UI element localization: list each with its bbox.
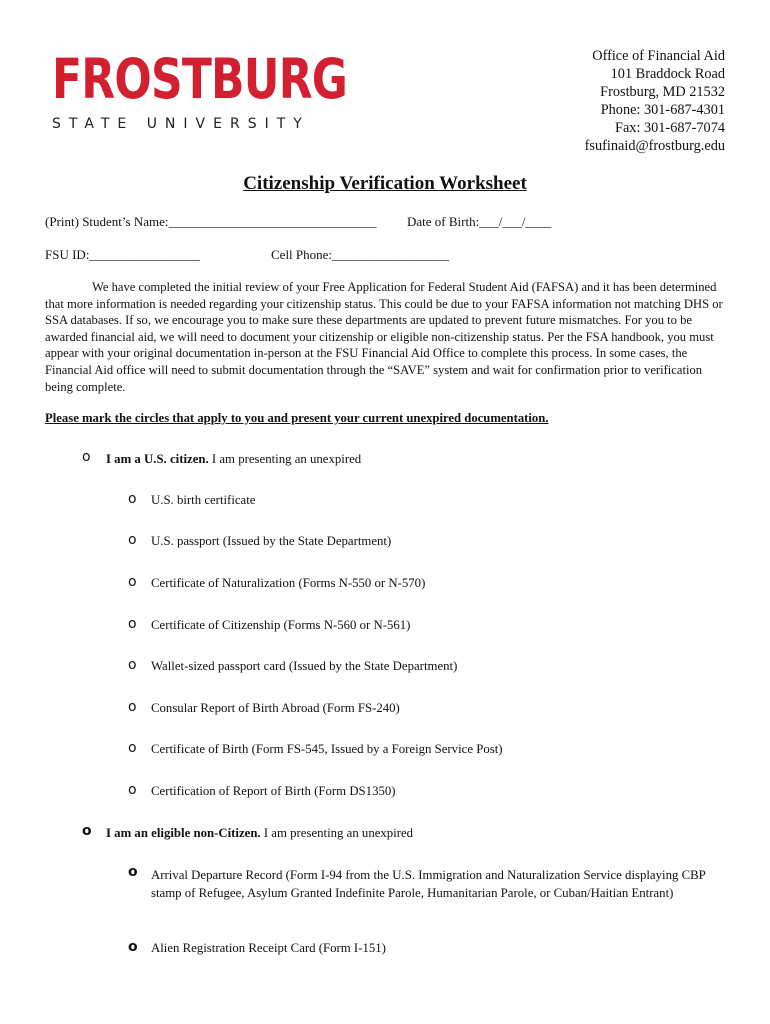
office-name: Office of Financial Aid: [592, 48, 725, 64]
consular-report-circle-icon[interactable]: o: [128, 699, 137, 715]
office-email[interactable]: fsufinaid@frostburg.edu: [584, 138, 725, 154]
frostburg-logo-subtitle: STATE UNIVERSITY: [52, 116, 310, 132]
office-address: [585, 47, 725, 155]
citizen-option-label: [106, 451, 361, 468]
office-street: 101 Braddock Road: [610, 66, 725, 82]
noncitizen-rest-text: I am presenting an unexpired: [260, 826, 414, 840]
naturalization-circle-icon[interactable]: o: [128, 574, 137, 590]
citizen-doc-item: Certification of Report of Birth (Form DS1350): [151, 784, 396, 798]
certificate-of-birth-circle-icon[interactable]: o: [128, 740, 137, 756]
intro-paragraph: [45, 279, 725, 395]
noncitizen-doc-item: Arrival Departure Record (Form I-94 from the U.S. Immigration and Naturalization Service displaying CBP stamp of Refugee, Asylum Granted Indefinite Parole, Humanitarian Parole, or Cuban/Haitian Entrant): [151, 868, 706, 900]
arrival-record-circle-icon[interactable]: o: [128, 864, 138, 880]
citizen-doc-item: Certificate of Birth (Form FS-545, Issued by a Foreign Service Post): [151, 742, 503, 756]
student-name-field[interactable]: (Print) Student’s Name:________________________________: [45, 214, 377, 229]
office-city: Frostburg, MD 21532: [600, 84, 725, 100]
fsu-id-field[interactable]: FSU ID:_________________: [45, 247, 200, 262]
page-title: Citizenship Verification Worksheet: [243, 173, 527, 194]
citizenship-certificate-circle-icon[interactable]: o: [128, 616, 137, 632]
passport-card-circle-icon[interactable]: o: [128, 657, 137, 673]
office-phone: Phone: 301-687-4301: [600, 102, 725, 118]
noncitizen-option-label: [106, 825, 413, 842]
citizen-doc-item: Consular Report of Birth Abroad (Form FS-240): [151, 701, 400, 715]
citizen-bold-text: I am a U.S. citizen.: [106, 452, 209, 466]
date-of-birth-field[interactable]: Date of Birth:___/___/____: [407, 214, 552, 229]
citizen-doc-item: Certificate of Citizenship (Forms N-560 or N-561): [151, 618, 411, 632]
cell-phone-field[interactable]: Cell Phone:__________________: [271, 247, 450, 262]
noncitizen-doc-item: Alien Registration Receipt Card (Form I-151): [151, 941, 386, 955]
intro-text: We have completed the initial review of your Free Application for Federal Student Aid (FAFSA) and it has been determined that more information is needed regarding your citizenship status. This could be due to your FAFSA information not matching DHS or SSA databases. If so, we encourage you to make sure these departments are updated to prevent future mismatches. For you to be awarded financial aid, we will need to document your citizenship or eligible non-citizenship status. Per the FSA handbook, you must appear with your original documentation in-person at the FSU Financial Aid Office to complete this process. In some cases, the Financial Aid office will need to submit documentation through the “SAVE” system and wait for confirmation prior to verification being complete.: [45, 280, 723, 394]
instruction-text: Please mark the circles that apply to you and present your current unexpired documentation.: [45, 411, 549, 425]
noncitizen-radio-circle-icon[interactable]: o: [82, 823, 92, 839]
citizen-rest-text: I am presenting an unexpired: [208, 452, 362, 466]
citizen-doc-item: U.S. passport (Issued by the State Department): [151, 534, 392, 548]
birth-certificate-circle-icon[interactable]: o: [128, 491, 137, 507]
noncitizen-bold-text: I am an eligible non-Citizen.: [106, 826, 261, 840]
frostburg-logo-wordmark: FROSTBURG: [52, 47, 348, 111]
alien-registration-circle-icon[interactable]: o: [128, 939, 138, 955]
citizen-radio-circle-icon[interactable]: o: [82, 449, 91, 465]
passport-circle-icon[interactable]: o: [128, 532, 137, 548]
citizen-doc-item: Wallet-sized passport card (Issued by the State Department): [151, 659, 458, 673]
citizen-doc-item: Certificate of Naturalization (Forms N-550 or N-570): [151, 576, 426, 590]
citizen-doc-item: U.S. birth certificate: [151, 493, 256, 507]
report-of-birth-circle-icon[interactable]: o: [128, 782, 137, 798]
office-fax: Fax: 301-687-7074: [615, 120, 725, 136]
